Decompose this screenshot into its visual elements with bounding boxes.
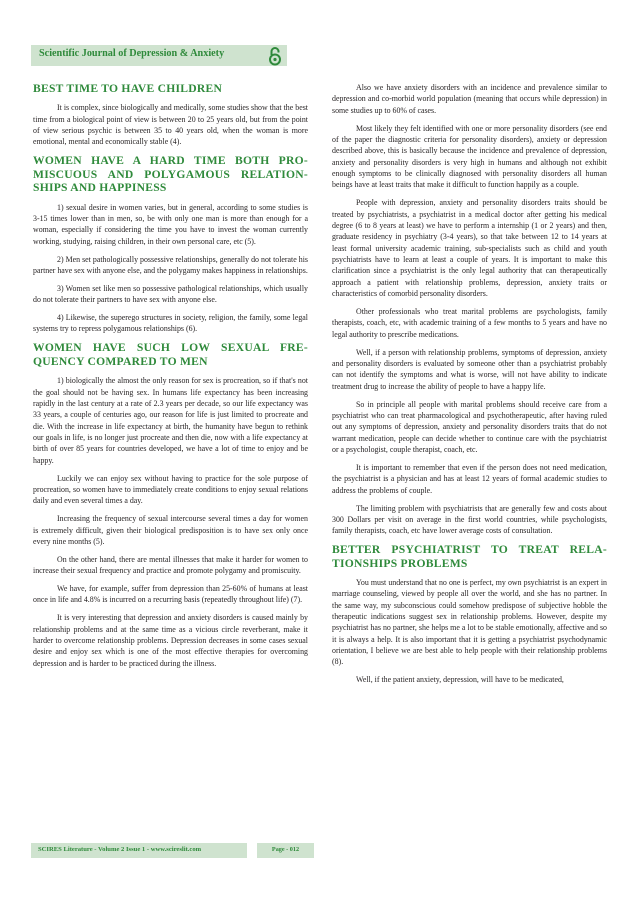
paragraph: Other professionals who treat marital problems are psychologists, family therapists, coach, etc, with academic training of a few months to 5 years and have no legal authority to prescribe medications.	[332, 306, 607, 339]
paragraph: The limiting problem with psychiatrists that are generally few and costs about 300 Dollars per visit on average in the first world countries, while psychologists, family therapists, coach, etc have lower average costs of consultation.	[332, 503, 607, 536]
paragraph: 4) Likewise, the superego structures in society, religion, the family, some legal systems try to repress polygamous relationships (6).	[33, 313, 308, 334]
section-heading: WOMEN HAVE A HARD TIME BOTH PRO-MISCUOUS AND POLYGAMOUS RELATION-SHIPS AND HAPPINESS	[33, 154, 308, 195]
paragraph: On the other hand, there are mental illnesses that make it harder for women to increase their sexual frequency and practice and promote polygamy and promiscuity.	[33, 554, 308, 576]
paragraph: Well, if the patient anxiety, depression, will have to be medicated,	[356, 675, 564, 685]
footer-journal-info: SCIRES Literature - Volume 2 Issue 1 - www.scireslit.com	[31, 843, 247, 858]
paragraph: 3) Women set like men so possessive pathological relationships, which usually do not tolerate their partners to have sex with anyone else.	[33, 283, 308, 305]
paragraph: 1) sexual desire in women varies, but in general, according to some studies is 3-15 times lower than in men, so, be with only one man is more than enough for a woman, especially if considering the time you have to invest the woman currently working, studying, raising children, in their own personal care, etc (5).	[33, 202, 308, 246]
section-heading: BEST TIME TO HAVE CHILDREN	[33, 82, 223, 95]
section-low-sexual-frequency	[33, 341, 308, 669]
section-continuation	[332, 82, 607, 537]
paragraph: Luckily we can enjoy sex without having to practice for the sole purpose of procreation, so women have to immediately create conditions to enjoy sexual relations daily and even several times a day.	[33, 473, 308, 506]
paragraph: Also we have anxiety disorders with an incidence and prevalence similar to depression and co-morbid world population (meaning that occurs while depression) in some studies up to 60% of cases.	[332, 83, 607, 115]
paragraph: Well, if a person with relationship problems, symptoms of depression, anxiety and personality disorders is evaluated by someone other than a psychiatrist probably can not identify the symptoms and what is worse, will not have ability to indicate treatment drug to increase the ability of people to have a happy life.	[332, 347, 607, 391]
section-women-hard-time	[33, 154, 308, 334]
paragraph: 1) biologically the almost the only reason for sex is procreation, so if that's not the goal should not be having sex. In humans life expectancy has been increasing rapidly in the last century at a rate of 2.3 years per decade, so our life expectancy was 33 years, a couple of centuries ago, our reason for life is just limited to procreate and die. With the increase in life expectancy at birth, the humanity have begun to rethink our goals in life, is no longer just procreate and then die, now with a life expectancy at birth of over 85 years for countries developed, we have a lot of time to enjoy and be happy.	[33, 376, 308, 465]
journal-title: Scientific Journal of Depression & Anxiety	[39, 48, 225, 59]
paragraph: 2) Men set pathologically possessive relationships, generally do not tolerate his partner have sex with anyone else, and the polygamy makes happiness in relationships.	[33, 254, 308, 275]
paragraph: We have, for example, suffer from depression than 25-60% of humans at least once in life and 4.8% is incurred on a recurring basis (repeatedly throughout life) (7).	[33, 584, 308, 605]
section-heading: WOMEN HAVE SUCH LOW SEXUAL FRE-QUENCY COMPARED TO MEN	[33, 341, 308, 368]
page-number: Page - 012	[257, 843, 314, 858]
paragraph: It is important to remember that even if the person does not need medication, the psychiatrist is a physician and has at least 12 years of formal academic studies to address the problems of couple.	[332, 462, 607, 495]
paragraph: Increasing the frequency of sexual intercourse several times a day for women is extremely difficult, given their biological predisposition is to have sex only once every nine months (5).	[33, 514, 308, 546]
section-better-psychiatrist	[332, 543, 607, 686]
section-heading: BETTER PSYCHIATRIST TO TREAT RELA-TIONSHIPS PROBLEMS	[332, 543, 607, 570]
paragraph: You must understand that no one is perfect, my own psychiatrist is an expert in marriage counseling, viewed by people all over the world, and she has no partner. In the same way, my subconscious could somehow predispose of subjective hobble the therapeutic indications suggest sex in relationship problems. However, despite my psychiatrist has no partner, she helps me a lot to be stable emotionally, affective and so it is always a help. It is also important that it is getting a psychiatrist psychodynamic orientation, I believe we are best able to help people with their relationship problems (8).	[332, 577, 607, 667]
page-footer	[31, 843, 314, 858]
paragraph: It is very interesting that depression and anxiety disorders is caused mainly by relationship problems and at the same time as a vicious circle reverberant, make it harder to overcome relationship problems. Depression decreases in some cases sexual desire and enjoy sex which is one of the most effective therapies for overcoming depression and is harder to be practiced during the illness.	[33, 613, 308, 668]
journal-header-band	[31, 45, 287, 66]
section-best-time	[33, 82, 308, 148]
paragraph: So in principle all people with marital problems should receive care from a psychiatrist who can treat pharmacological and psychotherapeutic, after having ruled out any symptoms of depression, anxiety and personality disorders traits that do not warrant medication, people can decide whether to continue care with the psychiatrist or a psychologist, couple therapist, coach, etc.	[332, 399, 607, 454]
paragraph: It is complex, since biologically and medically, some studies show that the best time from a biological point of view is between 20 to 25 years old, but from the point of view serious psychic is between 35 to 40 years old, when the woman is more emotional, mental and economically stable (4).	[33, 103, 308, 147]
open-access-lock-icon	[268, 46, 282, 66]
right-column	[332, 82, 607, 692]
paragraph: People with depression, anxiety and personality disorders traits should be treated by psychiatrists, a psychiatrist in a medical doctor after getting his medical degree (6 to 8 years at least) we have to perform a internship (1 or 2 years) and then, graduate residency in psychiatry (3-4 years), so that take between 12 to 14 years at least formal university academic training, sub-specialists such as child and youth psychiatrists have to learn at least a couple of years. It is important to make this clarification since a psychiatrist is the only legal authority that can therapeutically approach a patient with relationship problems, depression, anxiety traits or characteristics of comorbid personality disorders.	[332, 198, 607, 299]
paragraph: Most likely they felt identified with one or more personality disorders (see end of the paper the diagnostic criteria for personality disorders), anxiety or depression described above, this is basically because the incidence and prevalence of depression, anxiety and personality disorders is very high in humans and although not exhibit enough symptoms to be clinically diagnosed with personality disorders all human beings have at least traits that make it difficult to function happily as a couple.	[332, 123, 607, 190]
left-column	[33, 82, 308, 676]
